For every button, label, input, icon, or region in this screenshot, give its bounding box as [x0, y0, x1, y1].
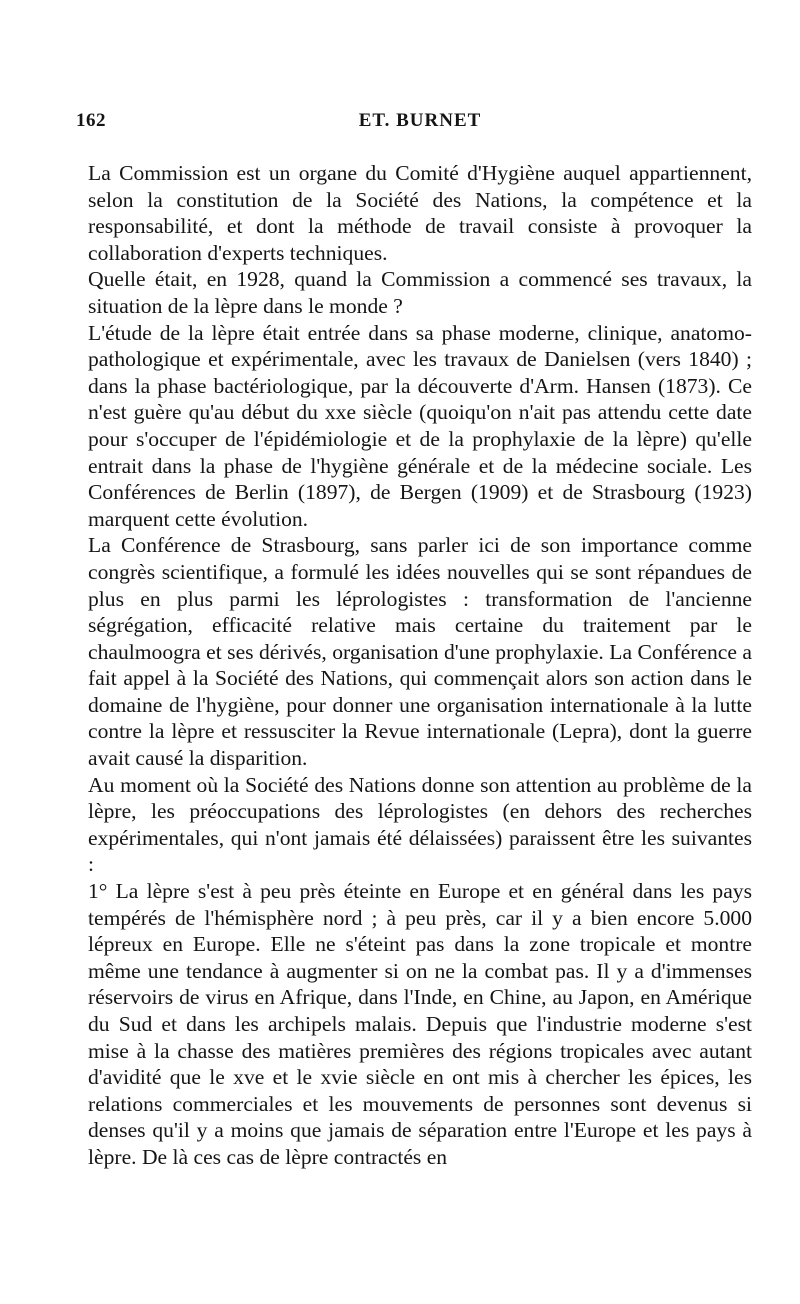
paragraph-commission: La Commission est un organe du Comité d'Hygiène auquel appartiennent, selon la constitution de la Société des Nations, la compétence et la responsabilité, et dont la méthode de travail consiste à provoquer la collaboration d'experts techniques. — [88, 161, 752, 265]
paragraph-question-1928: Quelle était, en 1928, quand la Commission a commencé ses travaux, la situation de la lèpre dans le monde ? — [88, 267, 752, 318]
body-text — [88, 160, 752, 1171]
paragraph-point-1: 1° La lèpre s'est à peu près éteinte en Europe et en général dans les pays tempérés de l'hémisphère nord ; à peu près, car il y a bien encore 5.000 lépreux en Europe. Elle ne s'éteint pas dans la zone tropicale et montre même une tendance à augmenter si on ne la combat pas. Il y a d'immenses réservoirs de virus en Afrique, dans l'Inde, en Chine, au Japon, en Amérique du Sud et dans les archipels malais. Depuis que l'industrie moderne s'est mise à la chasse des matières premières des régions tropicales avec autant d'avidité que le xve et le xvie siècle en ont mis à chercher les épices, les relations commerciales et les mouvements de personnes sont devenus si denses qu'il y a moins que jamais de séparation entre l'Europe et les pays à lèpre. De là ces cas de lèpre contractés en — [88, 879, 752, 1169]
page-number: 162 — [76, 110, 106, 131]
running-title: ET. BURNET — [358, 110, 482, 131]
paragraph-preoccupations: Au moment où la Société des Nations donne son attention au problème de la lèpre, les préoccupations des léprologistes (en dehors des recherches expérimentales, qui n'ont jamais été délaissées) paraissent être les suivantes : — [88, 772, 752, 877]
paragraph-history-of-leprosy-study: L'étude de la lèpre était entrée dans sa phase moderne, clinique, anatomo-pathologique et expérimentale, avec les travaux de Danielsen (vers 1840) ; dans la phase bactériologique, par la découverte d'Arm. Hansen (1873). Ce n'est guère qu'au début du xxe siècle (quoiqu'on n'ait pas attendu cette date pour s'occuper de l'épidémiologie et de la prophylaxie de la lèpre) qu'elle entrait dans la phase de l'hygiène générale et de la médecine sociale. Les Conférences de Berlin (1897), de Bergen (1909) et de Strasbourg (1923) marquent cette évolution. — [88, 320, 752, 531]
running-header — [76, 110, 752, 146]
book-page — [76, 110, 752, 1171]
paragraph-strasbourg-conference: La Conférence de Strasbourg, sans parler ici de son importance comme congrès scientifique, a formulé les idées nouvelles qui se sont répandues de plus en plus parmi les léprologistes : transformation de l'ancienne ségrégation, efficacité relative mais certaine du traitement par le chaulmoogra et ses dérivés, organisation d'une prophylaxie. La Conférence a fait appel à la Société des Nations, qui commençait alors son action dans le domaine de l'hygiène, pour donner une organisation internationale à la lutte contre la lèpre et ressusciter la Revue internationale (Lepra), dont la guerre avait causé la disparition. — [88, 533, 752, 771]
